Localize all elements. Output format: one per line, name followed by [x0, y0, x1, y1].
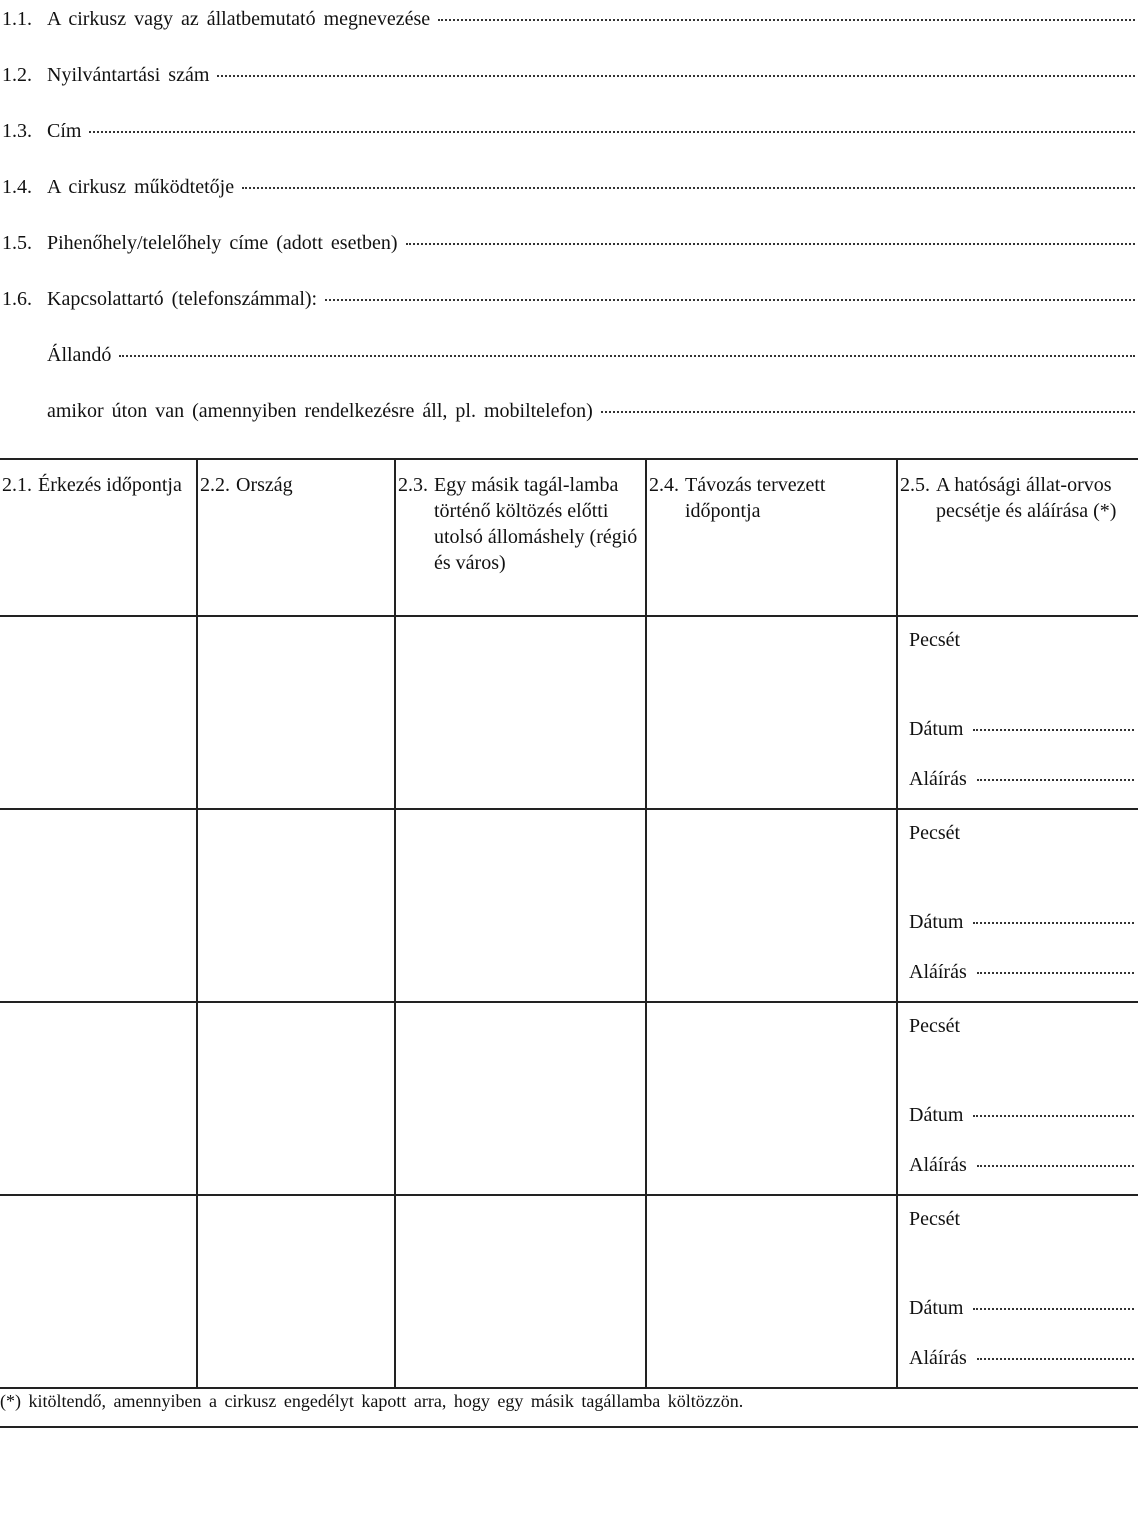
table-row: [0, 616, 1138, 809]
field-fill-line[interactable]: [406, 243, 1135, 245]
header-departure: 2.4. Távozás tervezett időpontja: [646, 459, 897, 616]
stamp-label: Pecsét: [909, 1015, 961, 1037]
field-number: 1.5.: [2, 232, 32, 254]
table-cell[interactable]: [395, 809, 646, 1002]
stamp-label: Pecsét: [909, 629, 961, 651]
field-label: Cím: [47, 120, 82, 142]
header-vet-stamp: 2.5. A hatósági állat-orvos pecsétje és aláírása (*): [897, 459, 1138, 616]
table-cell[interactable]: [197, 1195, 395, 1388]
table-cell[interactable]: [646, 1002, 897, 1195]
vet-stamp-cell: [897, 809, 1138, 1002]
table-cell[interactable]: [646, 616, 897, 809]
header-arrival: 2.1. Érkezés időpontja: [2, 474, 182, 496]
divider: [0, 1426, 1138, 1428]
table-row: [0, 809, 1138, 1002]
table-cell[interactable]: [646, 809, 897, 1002]
signature-field[interactable]: [977, 972, 1134, 974]
field-label: A cirkusz vagy az állatbemutató megnevezése: [47, 8, 431, 30]
field-fill-line[interactable]: [119, 355, 1135, 357]
signature-label: Aláírás: [909, 1347, 967, 1369]
form-field[interactable]: [2, 64, 1135, 90]
header-last-location: 2.3. Egy másik tagál-lamba történő költözés előtti utolsó állomáshely (régió és város): [395, 459, 646, 616]
vet-stamp-cell: [897, 616, 1138, 809]
field-label: Állandó: [47, 344, 112, 366]
field-label: Nyilvántartási szám: [47, 64, 210, 86]
field-label: amikor úton van (amennyiben rendelkezésre áll, pl. mobiltelefon): [47, 400, 593, 422]
form-field[interactable]: [2, 176, 1135, 202]
form-field[interactable]: [2, 288, 1135, 314]
field-fill-line[interactable]: [601, 411, 1135, 413]
footnote: (*) kitöltendő, amennyiben a cirkusz engedélyt kapott arra, hogy egy másik tagállamba költözzön.: [0, 1391, 744, 1411]
vet-stamp-cell: [897, 1002, 1138, 1195]
stamp-label: Pecsét: [909, 1208, 961, 1230]
field-label: Kapcsolattartó (telefonszámmal):: [47, 288, 318, 310]
form-field[interactable]: [2, 8, 1135, 34]
form-field[interactable]: [2, 232, 1135, 258]
field-number: 1.2.: [2, 64, 32, 86]
signature-field[interactable]: [977, 1165, 1134, 1167]
signature-label: Aláírás: [909, 768, 967, 790]
header-country: 2.2. Ország: [197, 459, 395, 616]
date-field[interactable]: [973, 922, 1134, 924]
date-label: Dátum: [909, 911, 964, 933]
field-number: 1.1.: [2, 8, 32, 30]
table-cell[interactable]: [395, 616, 646, 809]
table-row: [0, 1195, 1138, 1388]
table-cell[interactable]: [395, 1195, 646, 1388]
field-number: 1.6.: [2, 288, 32, 310]
field-fill-line[interactable]: [242, 187, 1135, 189]
table-cell[interactable]: [0, 1002, 197, 1195]
field-fill-line[interactable]: [325, 299, 1135, 301]
field-number: 1.3.: [2, 120, 32, 142]
field-fill-line[interactable]: [217, 75, 1135, 77]
signature-field[interactable]: [977, 779, 1134, 781]
date-field[interactable]: [973, 1115, 1134, 1117]
table-row: [0, 1002, 1138, 1195]
signature-field[interactable]: [977, 1358, 1134, 1360]
table-cell[interactable]: [197, 1002, 395, 1195]
field-label: A cirkusz működtetője: [47, 176, 235, 198]
date-label: Dátum: [909, 1297, 964, 1319]
signature-label: Aláírás: [909, 1154, 967, 1176]
form-field[interactable]: [2, 400, 1135, 426]
field-fill-line[interactable]: [438, 19, 1135, 21]
date-label: Dátum: [909, 718, 964, 740]
table-cell[interactable]: [0, 1195, 197, 1388]
field-number: 1.4.: [2, 176, 32, 198]
field-fill-line[interactable]: [89, 131, 1135, 133]
table-header-row: [0, 459, 1138, 616]
vet-stamp-cell: [897, 1195, 1138, 1388]
signature-label: Aláírás: [909, 961, 967, 983]
table-cell[interactable]: [646, 1195, 897, 1388]
form-field[interactable]: [2, 120, 1135, 146]
table-cell[interactable]: [0, 809, 197, 1002]
date-field[interactable]: [973, 1308, 1134, 1310]
table-cell[interactable]: [395, 1002, 646, 1195]
date-field[interactable]: [973, 729, 1134, 731]
form-field[interactable]: [2, 344, 1135, 370]
stamp-label: Pecsét: [909, 822, 961, 844]
date-label: Dátum: [909, 1104, 964, 1126]
itinerary-table: [0, 458, 1138, 1389]
table-cell[interactable]: [197, 616, 395, 809]
table-cell[interactable]: [197, 809, 395, 1002]
field-label: Pihenőhely/telelőhely címe (adott esetben): [47, 232, 398, 254]
table-cell[interactable]: [0, 616, 197, 809]
